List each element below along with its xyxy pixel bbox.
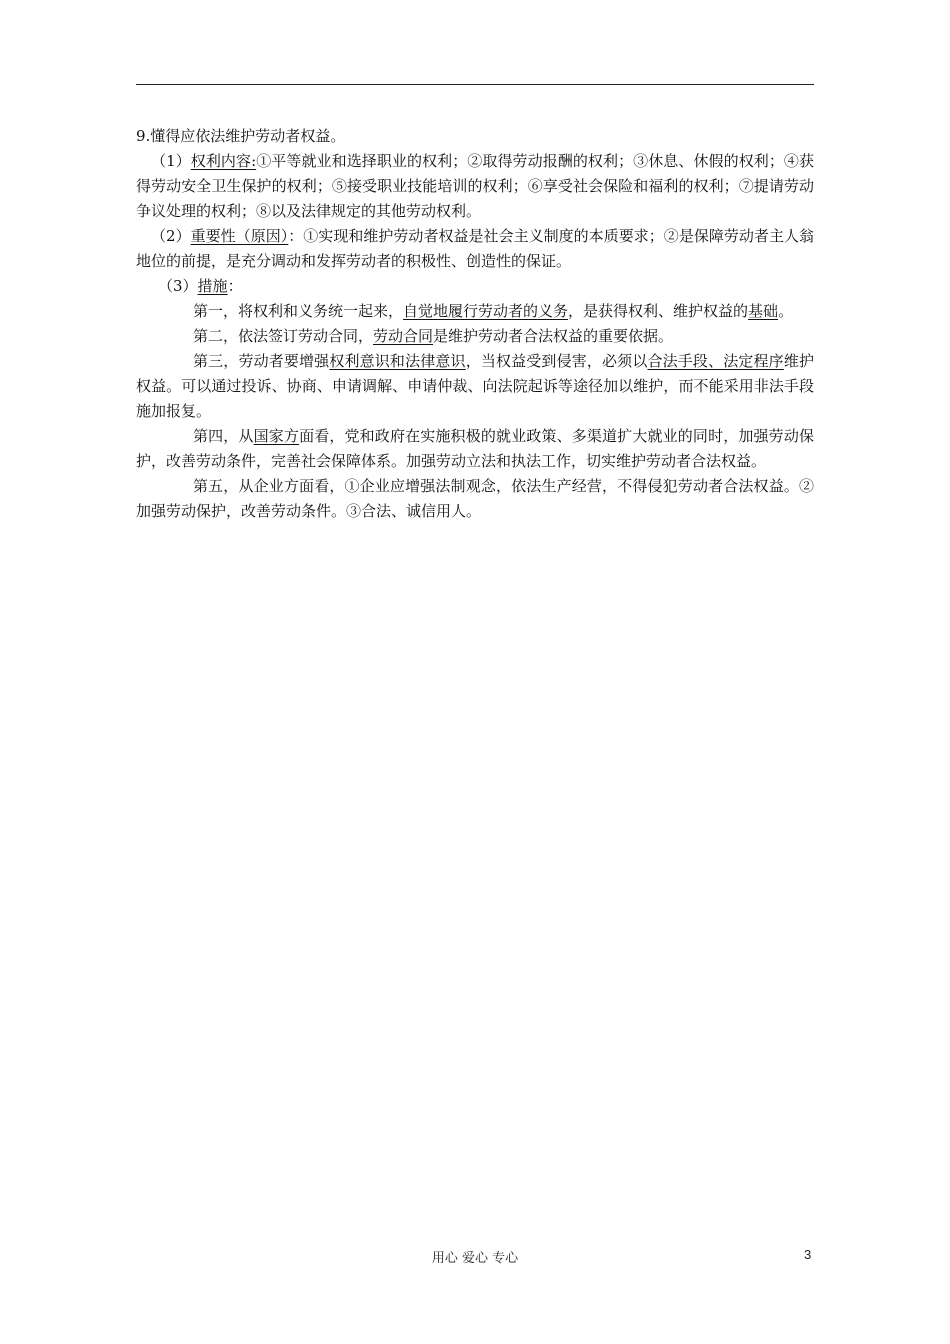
item-prefix: （3） — [158, 277, 198, 295]
underlined-phrase: 自觉地履行劳动者的义务 — [403, 302, 569, 320]
item-importance — [136, 224, 814, 274]
measure-paragraph-5: 第五，从企业方面看，①企业应增强法制观念，依法生产经营，不得侵犯劳动者合法权益。②加强劳动保护，改善劳动条件。③合法、诚信用人。 — [136, 477, 814, 520]
footer-slogan: 用心 爱心 专心 — [431, 1251, 519, 1266]
item-label: 措施 — [197, 277, 228, 295]
measure-paragraph-3 — [136, 349, 814, 424]
measure-paragraph-2 — [136, 324, 814, 349]
underlined-phrase: 权利意识和法律意识 — [329, 352, 466, 370]
item-text: ①平等就业和选择职业的权利；②取得劳动报酬的权利；③休息、休假的权利；④获得劳动安全卫生保护的权利；⑤接受职业技能培训的权利；⑥享受社会保险和福利的权利；⑦提请劳动争议处理的权利；⑧以及法律规定的其他劳动权利。 — [136, 152, 814, 220]
item-rights-content — [136, 149, 814, 224]
underlined-phrase: 基础 — [748, 302, 779, 320]
item-suffix: ： — [227, 277, 243, 295]
text-run: ，当权益受到侵害，必须以 — [465, 352, 648, 370]
underlined-phrase: 劳动合同 — [373, 327, 434, 345]
item-label: 重要性（原因） — [190, 227, 289, 245]
header-rule — [136, 84, 814, 85]
text-run: 第三，劳动者要增强 — [193, 352, 330, 370]
item-label: 权利内容: — [190, 152, 257, 170]
text-run: 第二，依法签订劳动合同， — [193, 327, 374, 345]
text-run: 是维护劳动者合法权益的重要依据。 — [433, 327, 674, 345]
page-number: 3 — [804, 1247, 812, 1262]
text-run: 维护权益。可以通过投诉、协商、申请调解、申请仲裁、向法院起诉等途径加以维护，而不能采用非法手段施加报复。 — [136, 352, 814, 420]
text-run: 。 — [778, 302, 794, 320]
text-run: 第一，将权利和义务统一起来， — [193, 302, 404, 320]
section-heading: 9.懂得应依法维护劳动者权益。 — [136, 127, 346, 145]
document-body — [136, 124, 814, 524]
item-text: ：①实现和维护劳动者权益是社会主义制度的本质要求；②是保障劳动者主人翁地位的前提，是充分调动和发挥劳动者的积极性、创造性的保证。 — [136, 227, 814, 270]
measure-paragraph-4 — [136, 424, 814, 474]
item-prefix: （2） — [151, 227, 191, 245]
underlined-phrase: 合法手段、法定程序 — [647, 352, 784, 370]
text-run: 面看，党和政府在实施积极的就业政策、多渠道扩大就业的同时，加强劳动保护，改善劳动条件，完善社会保障体系。加强劳动立法和执法工作，切实维护劳动者合法权益。 — [136, 427, 814, 470]
text-run: 第四，从 — [193, 427, 254, 445]
item-prefix: （1） — [151, 152, 191, 170]
measure-paragraph-1 — [136, 299, 814, 324]
text-run: ，是获得权利、维护权益的 — [568, 302, 749, 320]
item-measures — [136, 274, 814, 299]
underlined-phrase: 国家方 — [253, 427, 300, 445]
